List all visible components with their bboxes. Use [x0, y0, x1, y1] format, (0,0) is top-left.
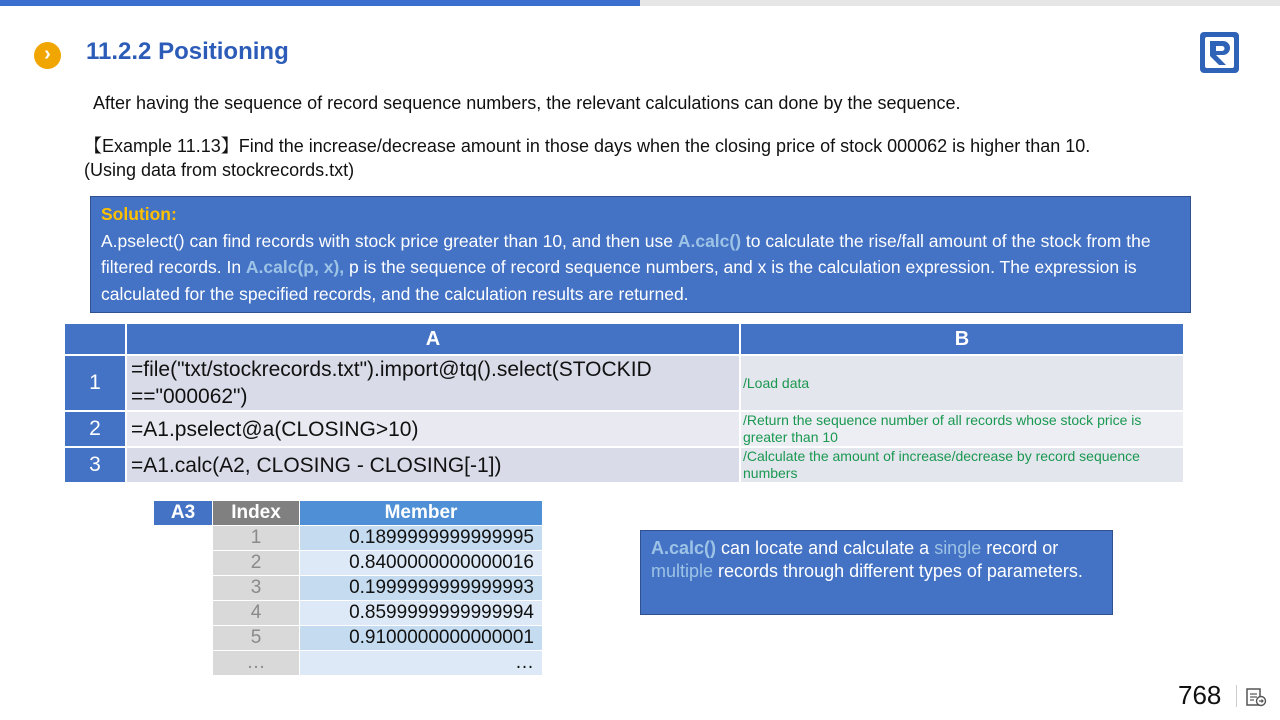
result-index: 5	[213, 626, 300, 651]
result-member[interactable]: 0.1899999999999995	[300, 526, 543, 551]
grid-cell-a3[interactable]: =A1.calc(A2, CLOSING - CLOSING[-1])	[126, 447, 740, 483]
calc-highlight: A.calc()	[677, 230, 742, 251]
raqsoft-logo-icon	[1199, 31, 1240, 74]
result-member[interactable]: …	[300, 651, 543, 676]
progress-bar	[0, 0, 1280, 6]
progress-bar-fill	[0, 0, 640, 6]
solution-box	[90, 196, 1191, 313]
note-multiple-highlight: multiple	[651, 561, 714, 581]
grid-col-b-header[interactable]: B	[740, 323, 1184, 355]
grid-cell-b2[interactable]: /Return the sequence number of all records whose stock price is greater than 10	[740, 411, 1184, 447]
footer-divider	[1236, 685, 1237, 707]
solution-text: A.pselect() can find records with stock price greater than 10, and then use A.calc() to calculate the rise/fall amount of the stock from the filtered records. In A.calc(p, x), p is the sequence of record sequence numbers, and x is the calculation expression. The expression is calculated for the specified records, and the calculation results are returned.	[101, 230, 1151, 304]
grid-col-a-header[interactable]: A	[126, 323, 740, 355]
example-paragraph: 【Example 11.13】Find the increase/decrease amount in those days when the closing price of stock 000062 is higher than 10.	[84, 136, 1091, 156]
result-member[interactable]: 0.1999999999999993	[300, 576, 543, 601]
result-cell-label: A3	[154, 501, 213, 526]
result-index: 4	[213, 601, 300, 626]
solution-heading: Solution:	[101, 204, 177, 224]
result-index: 1	[213, 526, 300, 551]
page-number: 768	[1178, 680, 1222, 710]
result-member[interactable]: 0.8400000000000016	[300, 551, 543, 576]
page-title: 11.2.2 Positioning	[86, 38, 289, 65]
result-member-header[interactable]: Member	[300, 501, 543, 526]
grid-cell-b3[interactable]: /Calculate the amount of increase/decrease by record sequence numbers	[740, 447, 1184, 483]
note-single-highlight: single	[934, 538, 982, 558]
grid-row-number[interactable]: 1	[64, 355, 126, 411]
result-index: 3	[213, 576, 300, 601]
result-index: …	[213, 651, 300, 676]
calc-signature-highlight: A.calc(p, x),	[245, 257, 345, 277]
code-grid	[63, 322, 1185, 484]
result-member[interactable]: 0.8599999999999994	[300, 601, 543, 626]
grid-cell-a1[interactable]: =file("txt/stockrecords.txt").import@tq().select(STOCKID =="000062")	[126, 355, 740, 411]
intro-paragraph: After having the sequence of record sequence numbers, the relevant calculations can done by the sequence.	[93, 93, 961, 113]
calc-note-box: A.calc() can locate and calculate a single record or multiple records through different types of parameters.	[640, 530, 1113, 615]
result-index: 2	[213, 551, 300, 576]
result-table	[153, 500, 543, 676]
grid-cell-b1[interactable]: /Load data	[740, 355, 1184, 411]
grid-corner	[64, 323, 126, 355]
example-source-note: (Using data from stockrecords.txt)	[84, 160, 355, 180]
grid-row-number[interactable]: 3	[64, 447, 126, 483]
slide-navigation-icon[interactable]	[1245, 686, 1267, 708]
result-index-header[interactable]: Index	[213, 501, 300, 526]
note-calc-highlight: A.calc()	[651, 538, 717, 558]
grid-cell-a2[interactable]: =A1.pselect@a(CLOSING>10)	[126, 411, 740, 447]
result-member[interactable]: 0.9100000000000001	[300, 626, 543, 651]
grid-row-number[interactable]: 2	[64, 411, 126, 447]
chevron-right-icon: ›	[34, 42, 61, 69]
